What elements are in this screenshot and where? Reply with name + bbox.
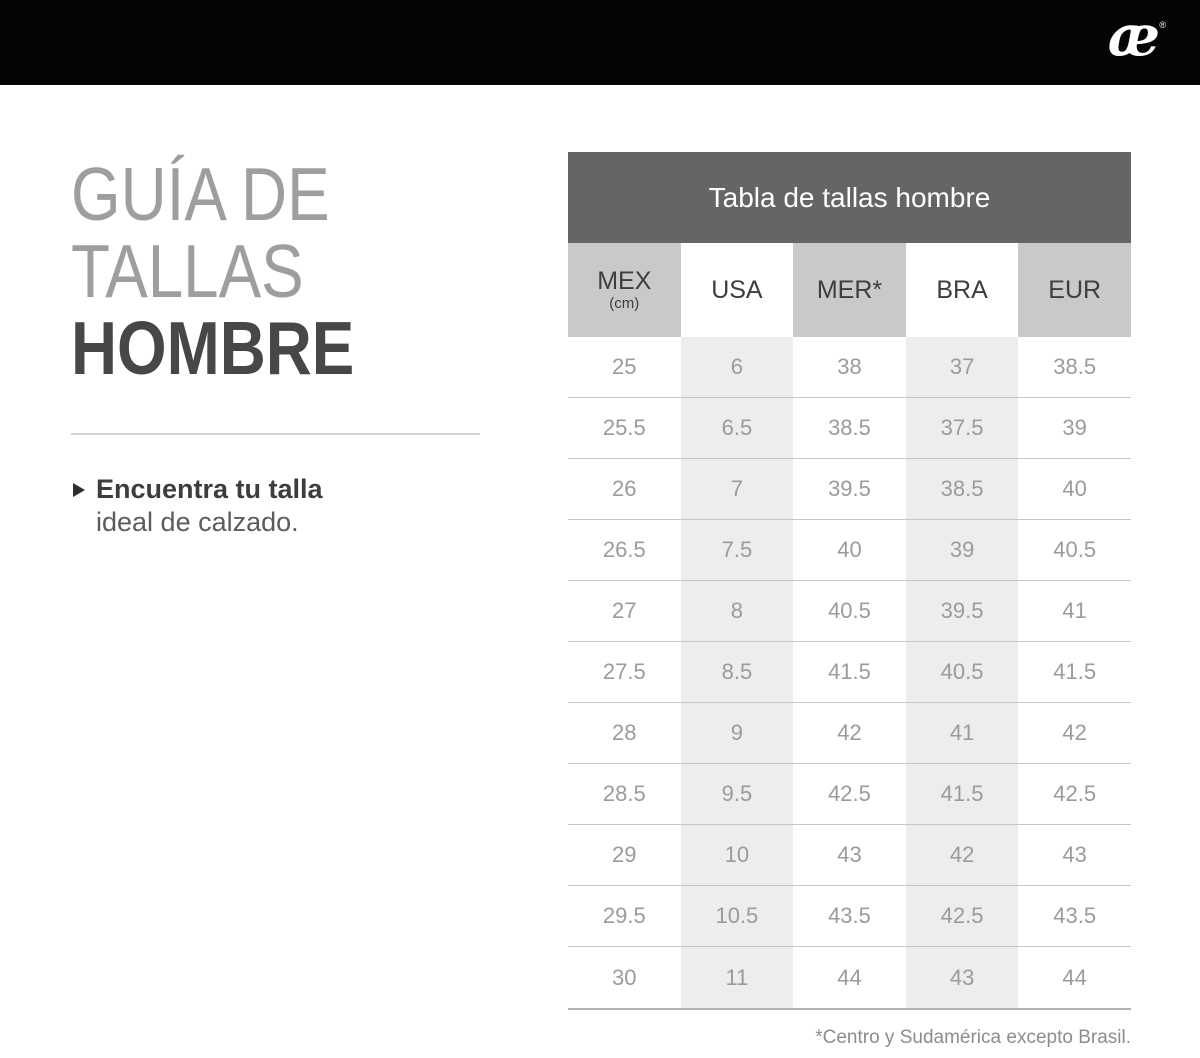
size-cell-mer: 38 [793, 337, 906, 397]
size-cell-mex: 28.5 [568, 764, 681, 824]
registered-trademark-icon: ® [1159, 20, 1166, 30]
size-cell-eur: 41 [1018, 581, 1131, 641]
size-cell-mer: 43.5 [793, 886, 906, 946]
table-footnote: *Centro y Sudamérica excepto Brasil. [815, 1027, 1131, 1048]
page-title [71, 152, 355, 390]
column-header-label: USA [711, 276, 763, 304]
size-table-header-row [568, 243, 1131, 337]
size-cell-bra: 41 [906, 703, 1019, 763]
size-cell-mex: 28 [568, 703, 681, 763]
size-cell-mex: 25 [568, 337, 681, 397]
size-cell-bra: 42.5 [906, 886, 1019, 946]
size-cell-mex: 26 [568, 459, 681, 519]
size-cell-mex: 26.5 [568, 520, 681, 580]
table-row [568, 581, 1131, 642]
column-header-usa [681, 243, 794, 337]
size-cell-mer: 42 [793, 703, 906, 763]
size-cell-mer: 44 [793, 947, 906, 1008]
table-row [568, 398, 1131, 459]
size-cell-eur: 42.5 [1018, 764, 1131, 824]
page-title-line2: TALLAS [71, 229, 304, 313]
column-header-bra [906, 243, 1019, 337]
divider [71, 433, 480, 435]
table-row [568, 337, 1131, 398]
column-header-label: MER* [816, 276, 883, 304]
top-banner [0, 0, 1200, 85]
table-row [568, 520, 1131, 581]
size-cell-usa: 10.5 [681, 886, 794, 946]
size-cell-mex: 25.5 [568, 398, 681, 458]
size-cell-eur: 40 [1018, 459, 1131, 519]
size-cell-usa: 6 [681, 337, 794, 397]
size-cell-mer: 40 [793, 520, 906, 580]
size-cell-mer: 39.5 [793, 459, 906, 519]
size-cell-usa: 8 [681, 581, 794, 641]
size-table [568, 152, 1131, 1049]
size-cell-mex: 29.5 [568, 886, 681, 946]
column-header-label: BRA [936, 276, 988, 304]
size-cell-eur: 44 [1018, 947, 1131, 1008]
column-header-unit: (cm) [609, 295, 640, 312]
size-cell-mex: 27.5 [568, 642, 681, 702]
find-size-block [73, 473, 323, 539]
size-cell-eur: 38.5 [1018, 337, 1131, 397]
triangle-bullet-icon [73, 483, 85, 497]
column-header-label: EUR [1048, 276, 1102, 304]
size-cell-mer: 41.5 [793, 642, 906, 702]
size-cell-eur: 41.5 [1018, 642, 1131, 702]
size-cell-mer: 40.5 [793, 581, 906, 641]
size-cell-bra: 41.5 [906, 764, 1019, 824]
size-cell-bra: 42 [906, 825, 1019, 885]
size-cell-bra: 37 [906, 337, 1019, 397]
size-cell-usa: 10 [681, 825, 794, 885]
size-cell-eur: 43 [1018, 825, 1131, 885]
find-size-title: Encuentra tu talla [96, 474, 323, 504]
size-cell-eur: 42 [1018, 703, 1131, 763]
size-cell-bra: 37.5 [906, 398, 1019, 458]
size-cell-bra: 39 [906, 520, 1019, 580]
size-cell-eur: 39 [1018, 398, 1131, 458]
column-header-mex [568, 243, 681, 337]
size-cell-usa: 9.5 [681, 764, 794, 824]
column-header-mer [793, 243, 906, 337]
size-cell-mer: 38.5 [793, 398, 906, 458]
table-row [568, 642, 1131, 703]
size-table-body [568, 337, 1131, 1010]
size-cell-usa: 7.5 [681, 520, 794, 580]
page-title-line3: HOMBRE [71, 306, 355, 390]
size-cell-bra: 40.5 [906, 642, 1019, 702]
table-row [568, 825, 1131, 886]
table-row [568, 459, 1131, 520]
column-header-eur [1018, 243, 1131, 337]
column-header-label: MEX [597, 267, 652, 295]
size-table-title: Tabla de tallas hombre [568, 152, 1131, 243]
size-cell-bra: 38.5 [906, 459, 1019, 519]
size-cell-mex: 30 [568, 947, 681, 1008]
size-cell-mex: 29 [568, 825, 681, 885]
table-row [568, 886, 1131, 947]
size-cell-usa: 8.5 [681, 642, 794, 702]
brand-logo-icon: æ [1107, 3, 1160, 69]
size-cell-bra: 43 [906, 947, 1019, 1008]
size-cell-usa: 9 [681, 703, 794, 763]
table-row [568, 703, 1131, 764]
table-row [568, 947, 1131, 1008]
table-row [568, 764, 1131, 825]
size-cell-mer: 42.5 [793, 764, 906, 824]
size-cell-usa: 6.5 [681, 398, 794, 458]
size-cell-mex: 27 [568, 581, 681, 641]
size-cell-bra: 39.5 [906, 581, 1019, 641]
size-cell-mer: 43 [793, 825, 906, 885]
size-cell-usa: 7 [681, 459, 794, 519]
find-size-subtitle: ideal de calzado. [96, 507, 299, 537]
page-title-line1: GUÍA DE [71, 152, 330, 236]
size-cell-usa: 11 [681, 947, 794, 1008]
size-cell-eur: 43.5 [1018, 886, 1131, 946]
size-cell-eur: 40.5 [1018, 520, 1131, 580]
